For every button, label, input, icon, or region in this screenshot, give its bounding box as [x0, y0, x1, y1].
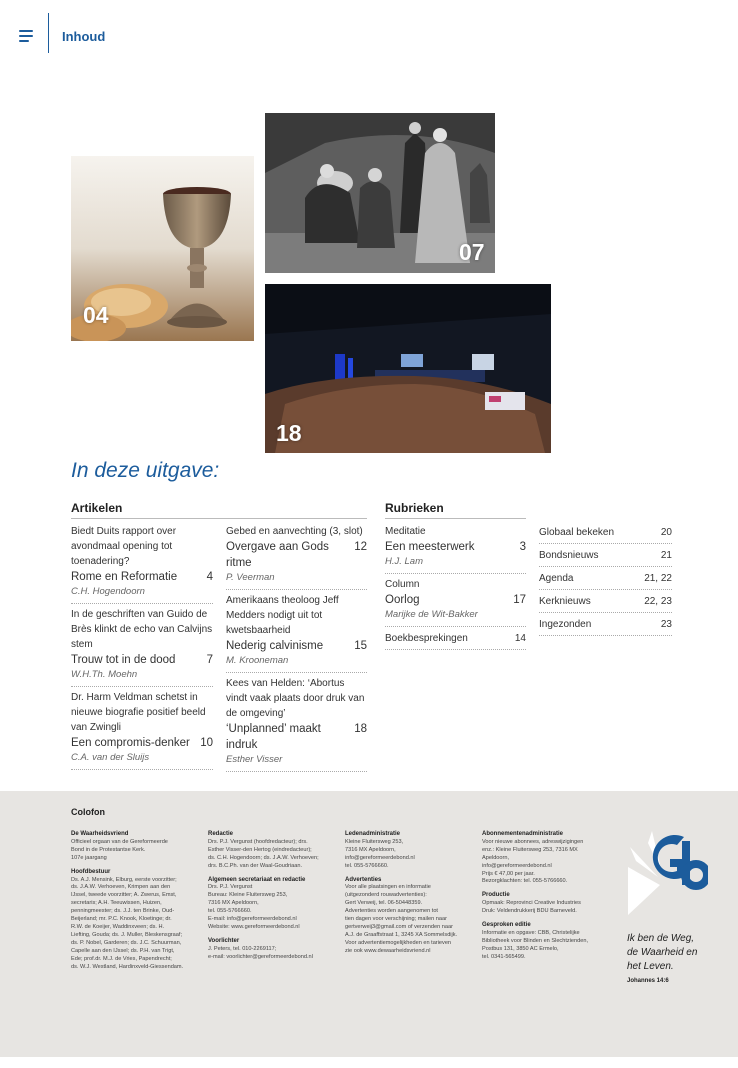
- article-page: 15: [354, 640, 367, 652]
- rubriek-page: 22, 23: [644, 595, 672, 607]
- colofon-line: zie ook www.dewaarheidsvriend.nl: [345, 947, 431, 954]
- rubriek-row[interactable]: [539, 544, 672, 567]
- article-intro: Dr. Harm Veldman schetst in nieuwe biografie positief beeld van Zwingli: [71, 692, 206, 733]
- colofon-line: Drs. P.J. Vergunst: [208, 884, 253, 891]
- rubriek-label: Ingezonden: [539, 618, 592, 630]
- colofon-line: Gert Verweij, tel. 06-50448359.: [345, 900, 423, 907]
- image-number: 04: [83, 302, 109, 328]
- article-title: Nederig calvinisme: [226, 640, 324, 652]
- colofon-heading: Voorlichter: [208, 937, 240, 944]
- colofon-line: Ede; prof.dr. M.J. de Vries, Papendrecht;: [71, 955, 172, 962]
- article-title: Trouw tot in de dood: [71, 654, 176, 666]
- rubriek-page: 23: [660, 618, 672, 630]
- article-author: Esther Visser: [226, 754, 283, 765]
- rubriek-intro: Column: [385, 579, 420, 590]
- colofon-line: Voor advertentiemogelijkheden en tarieven: [345, 939, 452, 946]
- colofon-line: drs. B.C.Ph. van der Waal-Goudriaan.: [208, 862, 302, 869]
- rubrieken-column-1: [385, 521, 526, 650]
- colofon-line: gertverweij3@gmail.com of verzenden naar: [345, 923, 453, 930]
- motto-reference: Johannes 14:6: [627, 978, 669, 984]
- article-author: W.H.Th. Moehn: [71, 669, 138, 680]
- colofon-column: [345, 831, 477, 956]
- motto: [627, 932, 697, 974]
- colofon-line: Druk: Veldendrukkerij BDU Barneveld.: [482, 908, 577, 915]
- photo-chalice-bread[interactable]: [71, 156, 254, 341]
- colofon-line: Liefting, Gouda; ds. J. Muller, Bleskensgraaf;: [71, 931, 183, 938]
- hamburger-menu-icon[interactable]: [19, 30, 33, 42]
- rubriek-page: 17: [513, 594, 526, 606]
- article-entry[interactable]: [71, 687, 213, 770]
- artikelen-heading: Artikelen: [71, 501, 123, 515]
- colofon-line: (uitgezonderd rouwadvertenties):: [345, 892, 427, 899]
- colofon-line: Apeldoorn,: [482, 854, 510, 861]
- article-entry[interactable]: [226, 521, 367, 590]
- artikelen-rule: [71, 518, 367, 519]
- rubrieken-heading: Rubrieken: [385, 501, 444, 515]
- colofon-line: Ds. A.J. Mensink, Elburg, eerste voorzitter;: [71, 876, 177, 883]
- colofon-line: Drs. P.J. Vergunst (hoofdredacteur); drs.: [208, 838, 308, 845]
- hall-illustration: [265, 284, 551, 453]
- rubriek-page: 20: [660, 526, 672, 538]
- colofon-line: Beijerland; mr. P.C. Knook, Kloetinge; dr.: [71, 916, 172, 923]
- colofon-line: Bond in de Protestantse Kerk.: [71, 846, 146, 853]
- header-title: Inhoud: [62, 29, 106, 44]
- article-author: C.H. Hogendoorn: [71, 586, 145, 597]
- rubriek-entry[interactable]: [385, 521, 526, 574]
- article-page: 10: [200, 737, 213, 749]
- article-intro: Kees van Helden: ‘Abortus vindt vaak plaats door druk van de omgeving’: [226, 678, 365, 719]
- colofon-line: E-mail: info@gereformeerdebond.nl: [208, 916, 297, 923]
- colofon-line: enz.: Kleine Fluitersweg 253, 7316 MX: [482, 846, 578, 853]
- rubriek-label: Boekbesprekingen: [385, 632, 468, 644]
- colofon-line: Opmaak: Reprovinci Creative Industries: [482, 900, 581, 907]
- colofon-heading: Abonnementenadministratie: [482, 831, 564, 837]
- rubriek-author: H.J. Lam: [385, 556, 424, 567]
- colofon-heading: Hoofdbestuur: [71, 868, 111, 875]
- colofon-line: Officieel orgaan van de Gereformeerde: [71, 838, 168, 845]
- colofon-heading: Productie: [482, 892, 510, 899]
- image-number: 07: [459, 239, 485, 265]
- colofon-line: penningmeester; ds. J.J. ten Brinke, Oud-: [71, 908, 175, 915]
- section-title: In deze uitgave:: [71, 459, 220, 482]
- artikelen-column-2: [226, 521, 367, 772]
- header-divider: [48, 13, 49, 53]
- photo-conference-hall[interactable]: [265, 284, 551, 453]
- rubriek-row[interactable]: [539, 521, 672, 544]
- rubriek-page: 21, 22: [644, 572, 672, 584]
- colofon-line: e-mail: voorlichter@gereformeerdebond.nl: [208, 953, 313, 960]
- motto-line: Ik ben de Weg,: [627, 933, 695, 944]
- colofon-line: Bureau: Kleine Fluitersweg 253,: [208, 892, 288, 899]
- colofon-line: A.J. de Graaffstraat 1, 3245 XA Sommelsdijk.: [345, 931, 458, 938]
- colofon-line: Bibliotheek voor Blinden en Slechtzienden,: [482, 937, 589, 944]
- colofon-title: Colofon: [71, 807, 105, 817]
- colofon-line: tel. 0341-565499.: [482, 953, 526, 960]
- article-intro: In de geschriften van Guido de Brès klinkt de echo van Calvijns stem: [71, 609, 213, 650]
- colofon-line: secretaris; A.H. Teeuwissen, Huizen,: [71, 900, 162, 907]
- colofon-line: ds. J.A.W. Verhoeven, Krimpen aan den: [71, 884, 171, 891]
- article-intro: Biedt Duits rapport over avondmaal opening tot toenadering?: [71, 526, 177, 567]
- article-page: 4: [206, 571, 213, 583]
- colofon-line: Kleine Fluitersweg 253,: [345, 838, 404, 845]
- article-page: 12: [354, 541, 367, 553]
- article-entry[interactable]: [226, 673, 367, 772]
- colofon-line: J. Peters, tel. 010-2269117;: [208, 945, 277, 952]
- colofon-line: info@gereformeerdebond.nl: [345, 854, 415, 861]
- rubriek-intro: Meditatie: [385, 526, 426, 537]
- colofon-line: Voor nieuwe abonnees, adreswijzigingen: [482, 838, 584, 845]
- article-author: P. Veerman: [226, 572, 275, 583]
- colofon-line: Informatie en opgave: CBB, Christelijke: [482, 929, 580, 936]
- gb-logo-icon: [622, 827, 708, 919]
- rubriek-page: 21: [660, 549, 672, 561]
- motto-line: het Leven.: [627, 961, 674, 972]
- colofon-line: tien dagen voor verschijning; mailen naar: [345, 916, 447, 923]
- colofon-line: Capelle aan den IJssel; ds. P.H. van Trigt,: [71, 947, 175, 954]
- colofon-line: tel. 055-5766660.: [345, 862, 389, 869]
- colofon-line: tel. 055-5766660.: [208, 908, 252, 915]
- colofon-heading: Gesproken editie: [482, 922, 531, 929]
- colofon: [0, 791, 738, 1057]
- article-entry[interactable]: [71, 521, 213, 604]
- rubriek-row[interactable]: [539, 613, 672, 636]
- colofon-column: [71, 831, 203, 971]
- article-title: Rome en Reformatie: [71, 571, 178, 583]
- article-title: Overgave aan Gods ritme: [226, 541, 329, 569]
- colofon-line: Esther Visser-den Hertog (eindredacteur);: [208, 846, 312, 853]
- rubriek-label: Globaal bekeken: [539, 526, 615, 538]
- rubriek-author: Marijke de Wit-Bakker: [385, 609, 478, 620]
- article-intro: Amerikaans theoloog Jeff Medders nodigt uit tot kwetsbaarheid: [226, 595, 339, 636]
- article-page: 18: [354, 723, 367, 735]
- article-title: ‘Unplanned’ maakt indruk: [226, 723, 321, 751]
- rubriek-title: Een meesterwerk: [385, 541, 475, 553]
- colofon-line: Advertenties worden aangenomen tot: [345, 908, 438, 915]
- colofon-line: ds. W.J. Westland, Hardinxveld-Giessendam.: [71, 963, 184, 970]
- colofon-line: Voor alle plaatsingen en informatie: [345, 884, 431, 891]
- article-page: 7: [206, 654, 213, 666]
- rubrieken-rule: [385, 518, 526, 519]
- colofon-line: ds. C.H. Hogendoorn; ds. J.A.W. Verhoeven;: [208, 854, 319, 861]
- rubriek-page: 14: [514, 632, 526, 644]
- rubriek-page: 3: [519, 541, 526, 553]
- article-title: Een compromis-denker: [71, 737, 190, 749]
- colofon-line: ds. P. Nobel, Garderen; ds. J.C. Schuurman,: [71, 939, 182, 946]
- rubriek-entry[interactable]: [385, 574, 526, 627]
- colofon-line: 7316 MX Apeldoorn,: [208, 900, 259, 907]
- article-author: C.A. van der Sluijs: [71, 752, 150, 763]
- colofon-heading: Algemeen secretariaat en redactie: [208, 876, 306, 883]
- rubriek-boekbesprekingen[interactable]: [385, 627, 526, 650]
- colofon-heading: Redactie: [208, 831, 234, 837]
- colofon-column: [208, 831, 340, 962]
- article-author: M. Krooneman: [226, 655, 289, 666]
- rubriek-title: Oorlog: [385, 594, 420, 606]
- colofon-line: Bezorgklachten: tel. 055-5766660.: [482, 878, 568, 885]
- motto-line: de Waarheid en: [627, 947, 698, 958]
- colofon-heading: Advertenties: [345, 876, 382, 883]
- colofon-line: Postbus 131, 3850 AC Ermelo,: [482, 945, 559, 952]
- rubrieken-column-2: [539, 521, 672, 636]
- rubriek-label: Agenda: [539, 572, 574, 584]
- colofon-line: Prijs € 47,00 per jaar.: [482, 870, 535, 877]
- rubriek-row[interactable]: [539, 567, 672, 590]
- colofon-line: Website: www.gereformeerdebond.nl: [208, 923, 300, 930]
- rubriek-row[interactable]: [539, 590, 672, 613]
- photo-historical-engraving[interactable]: [265, 113, 495, 273]
- colofon-line: R.W. de Koeijer, Waddinxveen; ds. H.: [71, 923, 165, 930]
- image-number: 18: [276, 420, 302, 446]
- colofon-line: 107e jaargang: [71, 854, 107, 861]
- article-intro: Gebed en aanvechting (3, slot): [226, 526, 363, 537]
- article-entry[interactable]: [71, 604, 213, 687]
- colofon-heading: De Waarheidsvriend: [71, 831, 129, 837]
- colofon-column: [482, 831, 616, 962]
- colofon-line: IJssel, tweede voorzitter; A. Zwerus, Emst,: [71, 892, 177, 899]
- article-entry[interactable]: [226, 590, 367, 673]
- rubriek-label: Kerknieuws: [539, 595, 591, 607]
- rubriek-label: Bondsnieuws: [539, 549, 599, 561]
- colofon-heading: Ledenadministratie: [345, 831, 401, 837]
- artikelen-column-1: [71, 521, 213, 770]
- colofon-line: info@gereformeerdebond.nl: [482, 862, 552, 869]
- colofon-line: 7316 MX Apeldoorn,: [345, 846, 396, 853]
